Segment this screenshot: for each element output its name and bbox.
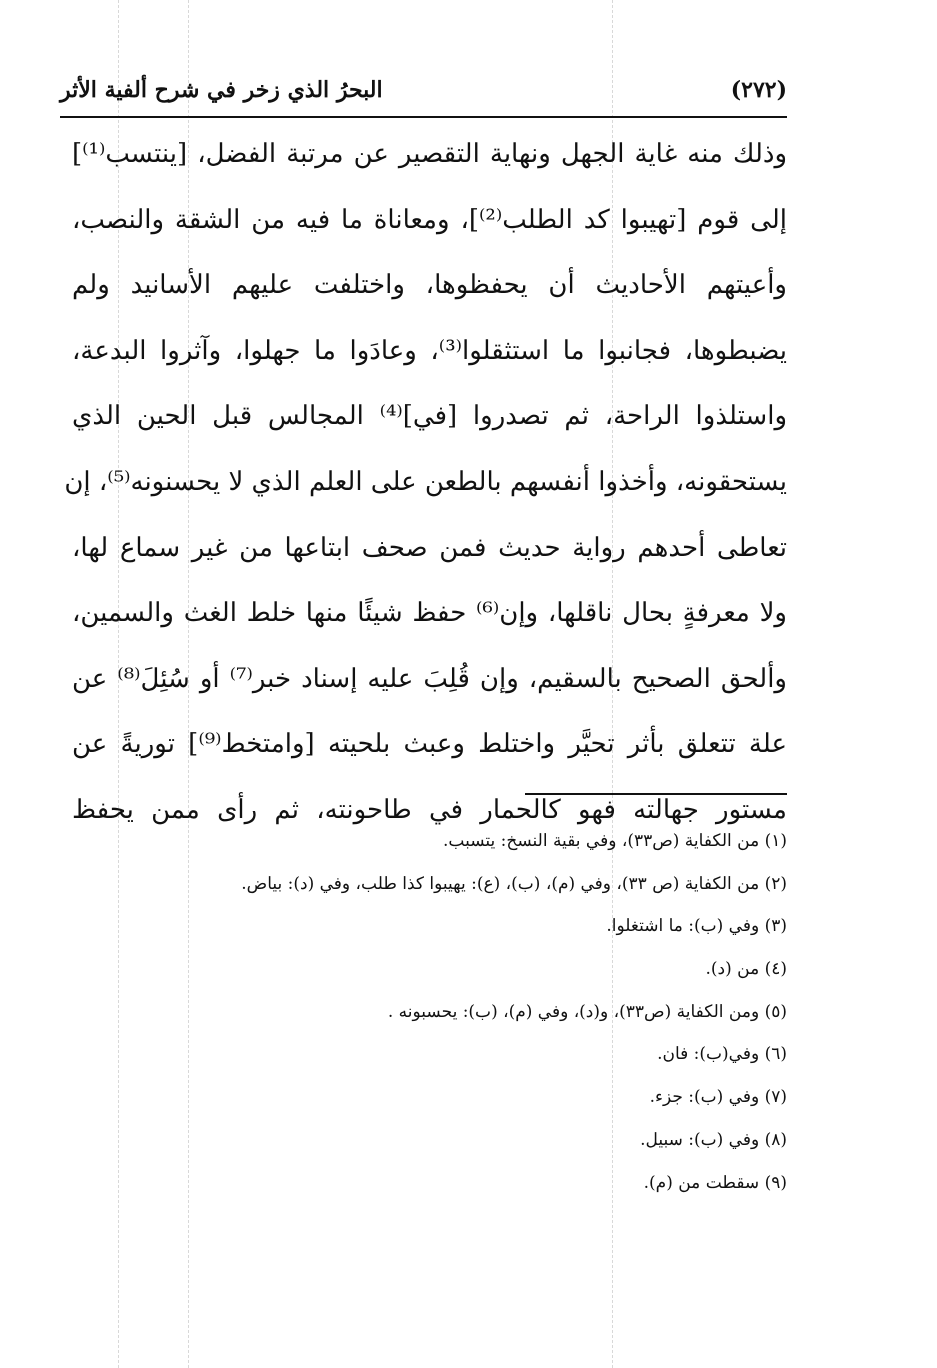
body-line: وذلك منه غاية الجهل ونهاية التقصير عن مرتبة الفضل، [ينتسب⁽¹⁾]: [72, 139, 787, 169]
footnote-9: (٩) سقطت من (م).: [643, 1172, 787, 1193]
footnote-2: (٢) من الكفاية (ص ٣٣)، وفي (م)، (ب)، (ع): يهيبوا كذا طلب، وفي (د): بياض.: [241, 873, 787, 894]
footnote-3: (٣) وفي (ب): ما اشتغلوا.: [606, 916, 787, 937]
body-line: وأعيتهم الأحاديث أن يحفظوها، واختلفت عليهم الأسانيد ولم: [72, 270, 787, 301]
footnote-4: (٤) من (د).: [705, 959, 787, 980]
footnote-5: (٥) ومن الكفاية (ص٣٣)، و(د)، وفي (م)، (ب): يحسبونه .: [387, 1001, 787, 1022]
footnotes: [72, 820, 787, 1204]
header-rule: [60, 116, 787, 118]
body-line: وألحق الصحيح بالسقيم، وإن قُلِبَ عليه إسناد خبر⁽⁷⁾ أو سُئِلَ⁽⁸⁾ عن: [72, 663, 787, 694]
page-number: (٢٧٢): [730, 77, 787, 103]
footnote-8: (٨) وفي (ب): سبيل.: [640, 1129, 787, 1150]
body-line: مستور جهالته فهو كالحمار في طاحونته، ثم رأى ممن يحفظ: [72, 794, 787, 825]
body-line: واستلذوا الراحة، ثم تصدروا [في]⁽⁴⁾ المجالس قبل الحين الذي: [72, 401, 787, 432]
body-line: علة تتعلق بأثر تحيَّر واختلط وعبث بلحيته [وامتخط⁽⁹⁾] توريةً عن: [72, 729, 787, 760]
body-line: إلى قوم [تهيبوا كد الطلب⁽²⁾]، ومعاناة ما فيه من الشقة والنصب،: [72, 204, 787, 235]
body-line: تعاطى أحدهم رواية حديث فمن صحف ابتاعها من غير سماع لها،: [72, 532, 787, 563]
body-line: ولا معرفةٍ بحال ناقلها، وإن⁽⁶⁾ حفظ شيئًا منها خلط الغث والسمين،: [72, 598, 787, 629]
body-line: يضبطوها، فجانبوا ما استثقلوا⁽³⁾، وعادَوا ما جهلوا، وآثروا البدعة،: [72, 335, 787, 366]
footnote-separator: [525, 793, 787, 795]
body-text: [64, 122, 787, 844]
body-line: يستحقونه، وأخذوا أنفسهم بالطعن على العلم الذي لا يحسنونه⁽⁵⁾، إن: [64, 466, 787, 497]
footnote-7: (٧) وفي (ب): جزء.: [649, 1087, 787, 1108]
page-header: [60, 68, 787, 112]
footnote-1: (١) من الكفاية (ص٣٣)، وفي بقية النسخ: يتسبب.: [442, 831, 787, 851]
footnote-6: (٦) وفي(ب): فان.: [657, 1044, 787, 1065]
running-title: البحرُ الذي زخر في شرح ألفية الأثر: [60, 77, 383, 103]
